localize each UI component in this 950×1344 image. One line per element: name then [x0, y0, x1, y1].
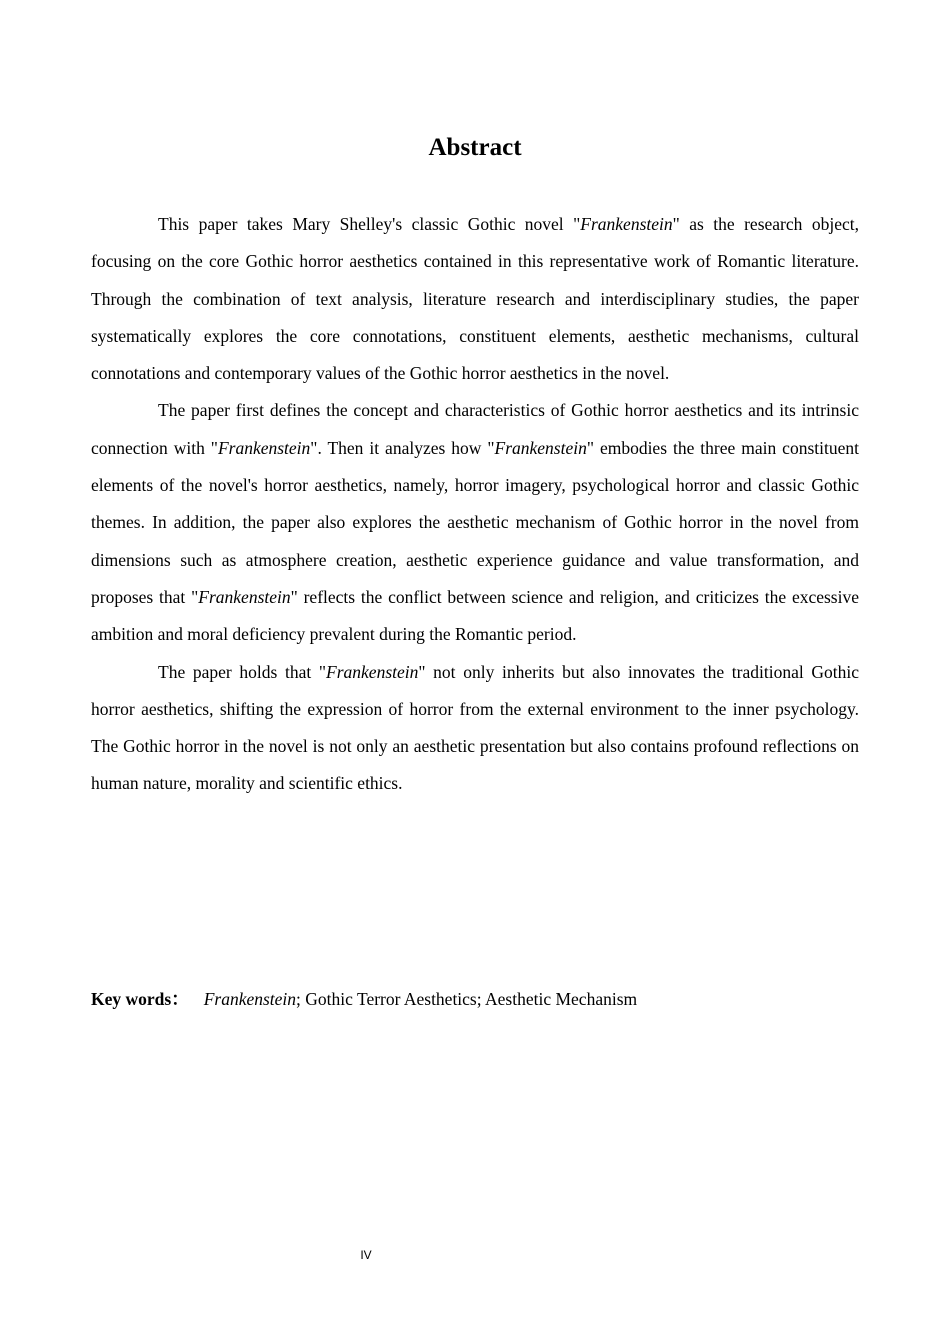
text-segment-italic: Frankenstein: [217, 437, 311, 458]
abstract-paragraph-1: [91, 206, 859, 392]
text-segment: " reflects the conflict between science and religion, and criticizes the excessive ambition and moral deficiency prevalent during the Romantic period.: [91, 586, 859, 645]
text-segment: " as the research object, focusing on the core Gothic horror aesthetics contained in this representative work of Romantic literature. Through the combination of text analysis, literature research and interdisciplinary studies, the paper systematically explores the core connotations, constituent elements, aesthetic mechanisms, cultural connotations and contemporary values of the Gothic horror aesthetics in the novel.: [91, 214, 859, 384]
text-segment-italic: Frankenstein: [494, 437, 587, 458]
keywords-line: [91, 984, 859, 1014]
text-segment: " embodies the three main constituent elements of the novel's horror aesthetics, namely, horror imagery, psychological horror and classic Gothic themes. In addition, the paper also explores the aesthetic mechanism of Gothic horror in the novel from dimensions such as atmosphere creation, aesthetic experience guidance and value transformation, and proposes that ": [91, 437, 859, 607]
abstract-paragraph-3: [91, 654, 859, 803]
keyword-italic: Frankenstein: [203, 989, 297, 1009]
text-segment-italic: Frankenstein: [198, 586, 291, 607]
text-segment-italic: Frankenstein: [326, 661, 419, 682]
page-number: IV: [360, 1248, 372, 1262]
keywords-rest: ; Gothic Terror Aesthetics; Aesthetic Mechanism: [296, 989, 638, 1009]
text-segment: The paper holds that ": [158, 661, 327, 682]
text-segment: " not only inherits but also innovates the traditional Gothic horror aesthetics, shifting the expression of horror from the external environment to the inner psychology. The Gothic horror in the novel is not only an aesthetic presentation but also contains profound reflections on human nature, morality and scientific ethics.: [91, 661, 859, 794]
text-segment-italic: Frankenstein: [580, 214, 673, 234]
text-segment: The paper first defines the concept and characteristics of Gothic horror aesthetics and its intrinsic connection with ": [91, 400, 859, 458]
abstract-title: Abstract: [428, 134, 522, 161]
text-segment: This paper takes Mary Shelley's classic Gothic novel ": [158, 214, 581, 234]
text-segment: ". Then it analyzes how ": [310, 437, 495, 458]
abstract-paragraph-2: [91, 392, 859, 653]
abstract-body: [91, 206, 859, 803]
keywords-label: Key words：: [91, 989, 189, 1009]
